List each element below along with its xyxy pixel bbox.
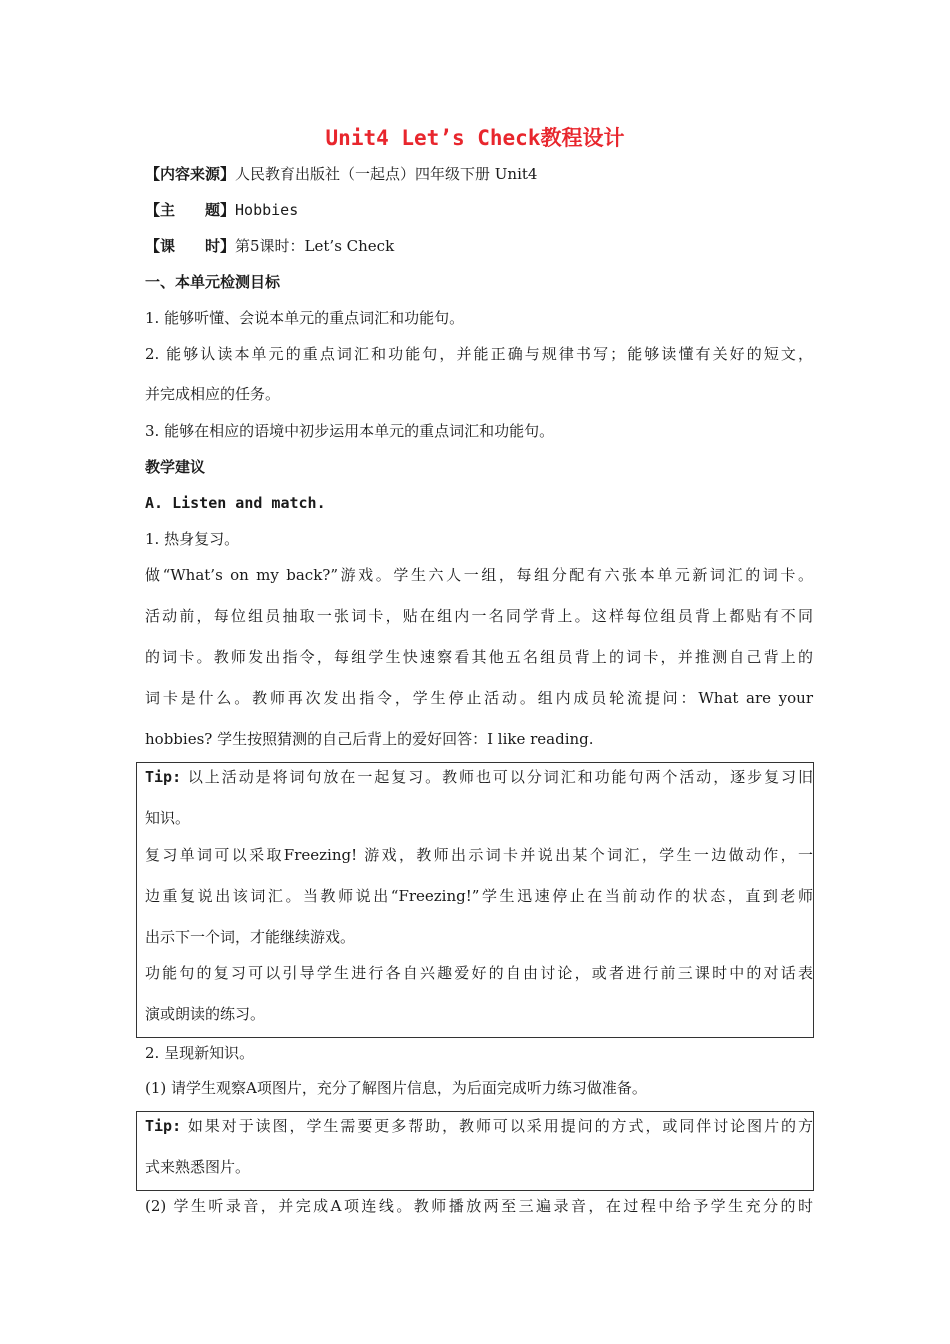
meta-source-label: 【内容来源】 [145, 165, 236, 183]
meta-topic-value: Hobbies [235, 201, 299, 219]
step-2-item-2: (2) 学生听录音，并完成A项连线。教师播放两至三遍录音，在过程中给予学生充分的时 [145, 1197, 813, 1215]
goal-item: 3. 能够在相应的语境中初步运用本单元的重点词汇和功能句。 [145, 422, 555, 440]
paragraph-line: 活动前，每位组员抽取一张词卡，贴在组内一名同学背上。这样每位组员背上都贴有不同 [145, 607, 813, 625]
tip-1-text: 以上活动是将词句放在一起复习。教师也可以分词汇和功能句两个活动，逐步复习旧 [187, 768, 813, 786]
step-2-item-1: (1) 请学生观察A项图片，充分了解图片信息，为后面完成听力练习做准备。 [145, 1079, 647, 1097]
document-title: Unit4 Let’s Check教程设计 [325, 126, 625, 150]
tip-2-text: 如果对于读图，学生需要更多帮助，教师可以采用提问的方式，或同伴讨论图片的方 [187, 1117, 813, 1135]
goal-item: 2. 能够认读本单元的重点词汇和功能句，并能正确与规律书写；能够读懂有关好的短文， [145, 345, 813, 363]
step-1-heading: 1. 热身复习。 [145, 530, 240, 548]
tip-1-line: 边重复说出该词汇。当教师说出“Freezing!”学生迅速停止在当前动作的状态，直到老师 [145, 887, 813, 905]
tip-1-line [145, 767, 813, 787]
meta-topic-label: 【主 题】 [145, 201, 236, 219]
meta-period-label: 【课 时】 [145, 237, 236, 255]
paragraph-line: 词卡是什么。教师再次发出指令，学生停止活动。组内成员轮流提问：What are your [145, 689, 813, 707]
goal-item: 1. 能够听懂、会说本单元的重点词汇和功能句。 [145, 309, 465, 327]
tip-1-line: 出示下一个词，才能继续游戏。 [145, 928, 356, 946]
meta-source-value: 人民教育出版社（一起点）四年级下册 Unit4 [235, 165, 538, 183]
tip-2-line: 式来熟悉图片。 [145, 1158, 251, 1176]
tip-1-line: 功能句的复习可以引导学生进行各自兴趣爱好的自由讨论，或者进行前三课时中的对话表 [145, 964, 813, 982]
part-a-heading: A. Listen and match. [145, 494, 326, 512]
paragraph-line: hobbies? 学生按照猜测的自己后背上的爱好回答：I like reading. [145, 730, 594, 748]
meta-source [145, 164, 813, 184]
tip-2-label: Tip: [145, 1117, 182, 1135]
tip-1-line: 演或朗读的练习。 [145, 1005, 266, 1023]
tip-2-line [145, 1116, 813, 1136]
goal-item-continued: 并完成相应的任务。 [145, 385, 281, 403]
paragraph-line: 做“What’s on my back?”游戏。学生六人一组，每组分配有六张本单元新词汇的词卡。 [145, 566, 813, 584]
tip-1-line: 复习单词可以采取Freezing! 游戏，教师出示词卡并说出某个词汇，学生一边做动作，一 [145, 846, 813, 864]
meta-period-value: 第5课时：Let’s Check [235, 237, 395, 255]
meta-topic [145, 200, 813, 220]
meta-period [145, 236, 813, 256]
paragraph-line: 的词卡。教师发出指令，每组学生快速察看其他五名组员背上的词卡，并推测自己背上的 [145, 648, 813, 666]
tip-1-label: Tip: [145, 768, 182, 786]
section2-heading: 教学建议 [145, 458, 206, 476]
step-2-heading: 2. 呈现新知识。 [145, 1044, 255, 1062]
section1-heading: 一、本单元检测目标 [145, 273, 281, 291]
tip-1-line: 知识。 [145, 809, 191, 827]
